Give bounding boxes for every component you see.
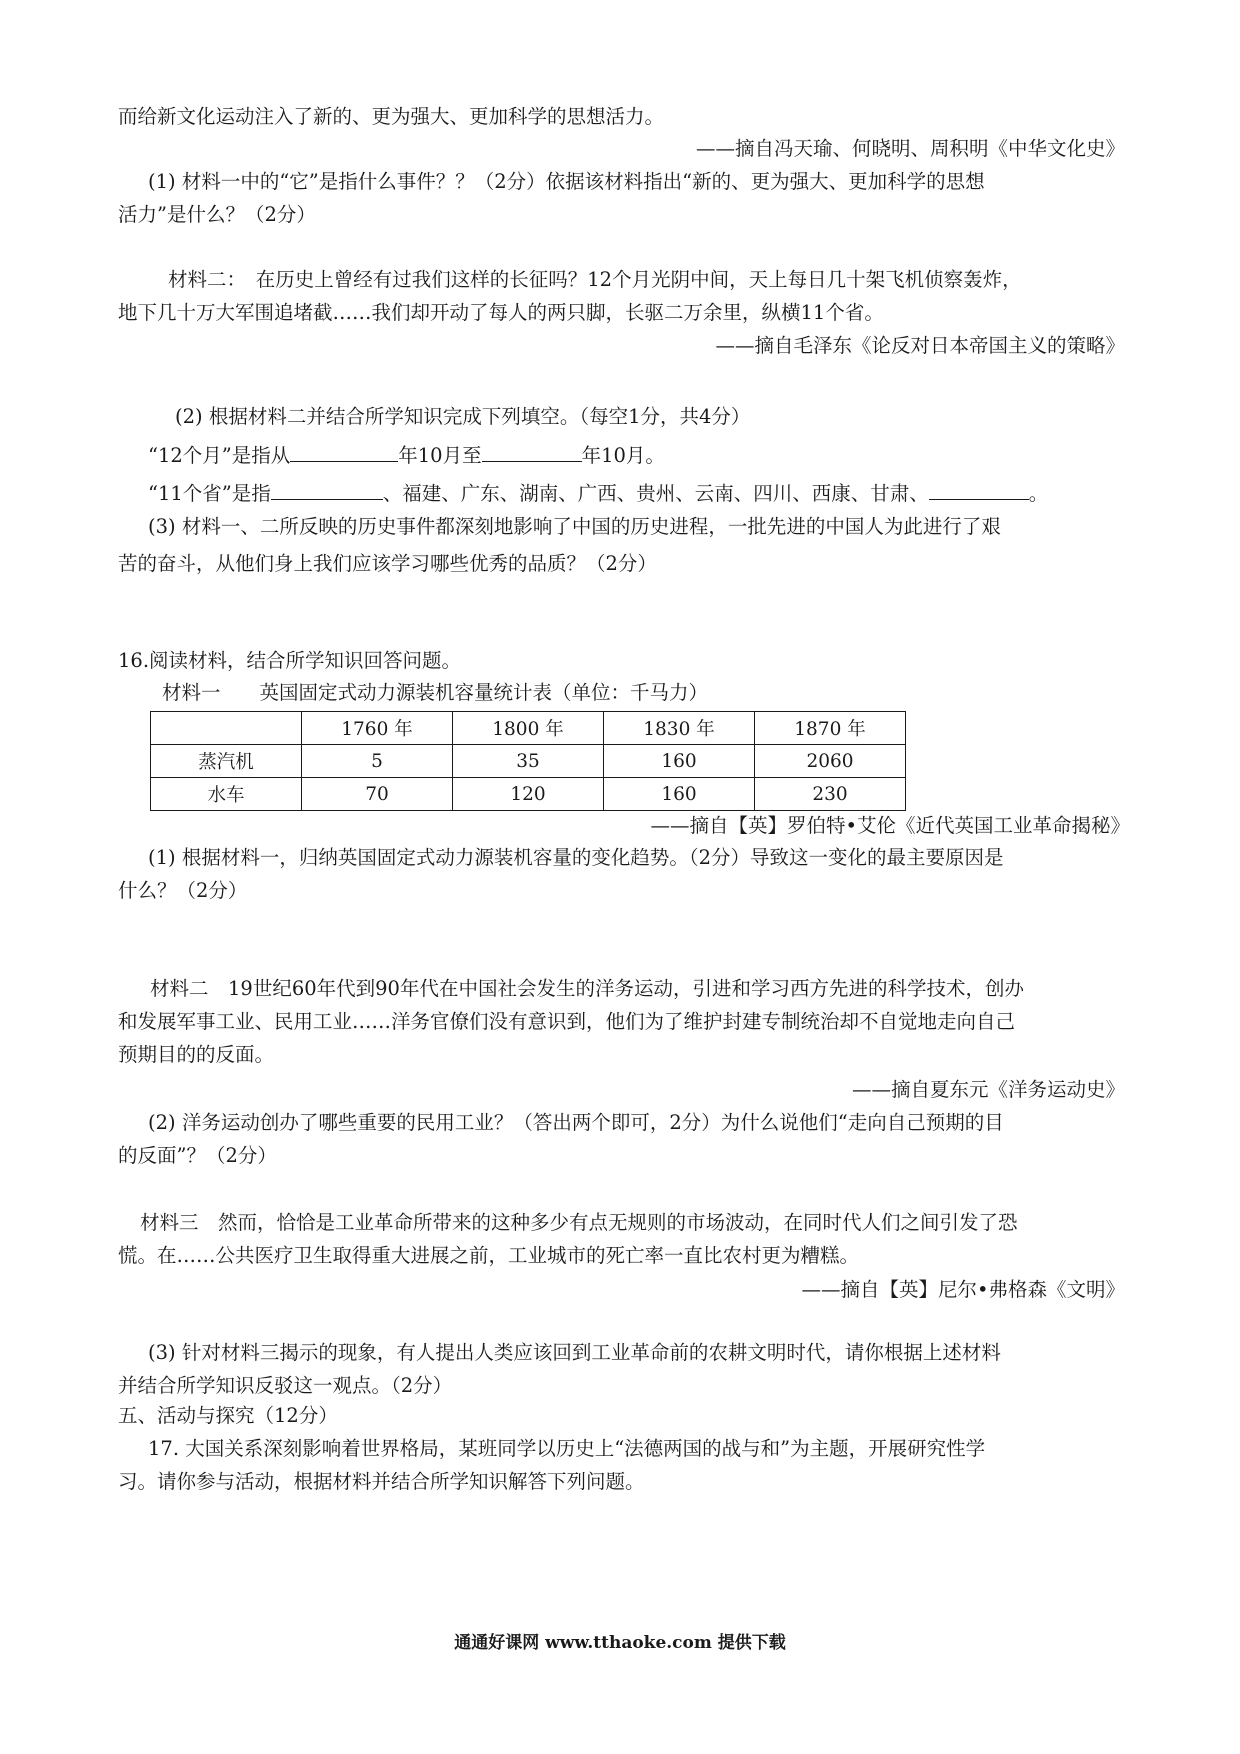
material-16-3-cont: 慌。在……公共医疗卫生取得重大进展之前，工业城市的死亡率一直比农村更为糟糕。 (118, 1244, 860, 1267)
table-header: 1830 年 (604, 712, 755, 745)
table-header: 1760 年 (302, 712, 453, 745)
table-row (151, 745, 906, 778)
table-header-row (151, 712, 906, 745)
question-16-3-cont: 并结合所学知识反驳这一观点。（2分） (118, 1374, 453, 1397)
table-cell: 70 (302, 778, 453, 811)
material-16-3: 材料三 然而，恰恰是工业革命所带来的这种多少有点无规则的市场波动，在同时代人们之间引发了恐 (140, 1211, 1018, 1234)
question-16-2-cont: 的反面”？（2分） (118, 1144, 277, 1167)
data-table (150, 711, 906, 811)
material-16-1: 材料一 英国固定式动力源装机容量统计表（单位：千马力） (162, 681, 709, 704)
table-cell (151, 712, 302, 745)
table-cell: 35 (453, 745, 604, 778)
material-2-cont: 地下几十万大军围追堵截……我们却开动了每人的两只脚，长驱二万余里，纵横11个省。 (118, 301, 884, 324)
table-cell: 160 (604, 745, 755, 778)
fill-text: 年10月。 (581, 444, 665, 467)
fill-blank-1 (148, 441, 665, 469)
table-row (151, 778, 906, 811)
source-citation: ——摘自毛泽东《论反对日本帝国主义的策略》 (715, 334, 1125, 357)
material-16-2-cont: 和发展军事工业、民用工业……洋务官僚们没有意识到，他们为了维护封建专制统治却不自觉地走向自己 (118, 1010, 1016, 1033)
fill-text: 、福建、广东、湖南、广西、贵州、云南、四川、西康、甘肃、 (382, 482, 929, 505)
question-1-cont: 活力”是什么？（2分） (118, 203, 316, 226)
page-footer: 通通好课网 www.tthaoke.com 提供下载 (454, 1633, 786, 1653)
text-line: 而给新文化运动注入了新的、更为强大、更加科学的思想活力。 (118, 105, 665, 128)
table-cell: 230 (755, 778, 906, 811)
question-3: (3) 材料一、二所反映的历史事件都深刻地影响了中国的历史进程，一批先进的中国人为此进行了艰 (148, 515, 1001, 538)
table-cell: 160 (604, 778, 755, 811)
question-3-cont: 苦的奋斗，从他们身上我们应该学习哪些优秀的品质？（2分） (118, 552, 657, 575)
table-row-label: 水车 (151, 778, 302, 811)
answer-blank[interactable] (271, 479, 383, 500)
fill-text: 年10月至 (398, 444, 482, 467)
table-header: 1800 年 (453, 712, 604, 745)
material-16-2: 材料二 19世纪60年代到90年代在中国社会发生的洋务运动，引进和学习西方先进的科学技术，创办 (150, 977, 1024, 1000)
question-16-2: (2) 洋务运动创办了哪些重要的民用工业？（答出两个即可，2分）为什么说他们“走向自己预期的目 (148, 1111, 1004, 1134)
table-row-label: 蒸汽机 (151, 745, 302, 778)
answer-blank[interactable] (290, 441, 398, 462)
question-16-1: (1) 根据材料一，归纳英国固定式动力源装机容量的变化趋势。（2分）导致这一变化的最主要原因是 (148, 846, 1004, 869)
table-cell: 120 (453, 778, 604, 811)
question-16: 16.阅读材料，结合所学知识回答问题。 (118, 649, 462, 672)
question-16-1-cont: 什么？（2分） (118, 879, 248, 902)
fill-blank-2 (148, 479, 1048, 507)
question-16-3: (3) 针对材料三揭示的现象，有人提出人类应该回到工业革命前的农耕文明时代，请你根据上述材料 (148, 1341, 1001, 1364)
fill-text: “11个省”是指 (148, 482, 271, 505)
source-citation: ——摘自【英】罗伯特•艾伦《近代英国工业革命揭秘》 (650, 814, 1130, 837)
section-heading: 五、活动与探究（12分） (118, 1404, 338, 1427)
material-16-2-cont: 预期目的的反面。 (118, 1043, 275, 1066)
question-1: (1) 材料一中的“它”是指什么事件？？（2分）依据该材料指出“新的、更为强大、更加科学的思想 (148, 170, 985, 193)
answer-blank[interactable] (482, 441, 582, 462)
source-citation: ——摘自【英】尼尔•弗格森《文明》 (801, 1278, 1125, 1301)
question-2: (2) 根据材料二并结合所学知识完成下列填空。（每空1分，共4分） (175, 405, 751, 428)
table-cell: 5 (302, 745, 453, 778)
material-2: 材料二： 在历史上曾经有过我们这样的长征吗？12个月光阴中间，天上每日几十架飞机侦察轰炸， (168, 268, 1022, 291)
answer-blank[interactable] (929, 479, 1029, 500)
table-header: 1870 年 (755, 712, 906, 745)
fill-text: 。 (1028, 482, 1049, 505)
source-citation: ——摘自冯天瑜、何晓明、周积明《中华文化史》 (695, 137, 1125, 160)
fill-text: “12个月”是指从 (148, 444, 291, 467)
question-17: 17. 大国关系深刻影响着世界格局，某班同学以历史上“法德两国的战与和”为主题，开展研究性学 (148, 1437, 986, 1460)
source-citation: ——摘自夏东元《洋务运动史》 (851, 1078, 1125, 1101)
table-cell: 2060 (755, 745, 906, 778)
question-17-cont: 习。请你参与活动，根据材料并结合所学知识解答下列问题。 (118, 1470, 645, 1493)
